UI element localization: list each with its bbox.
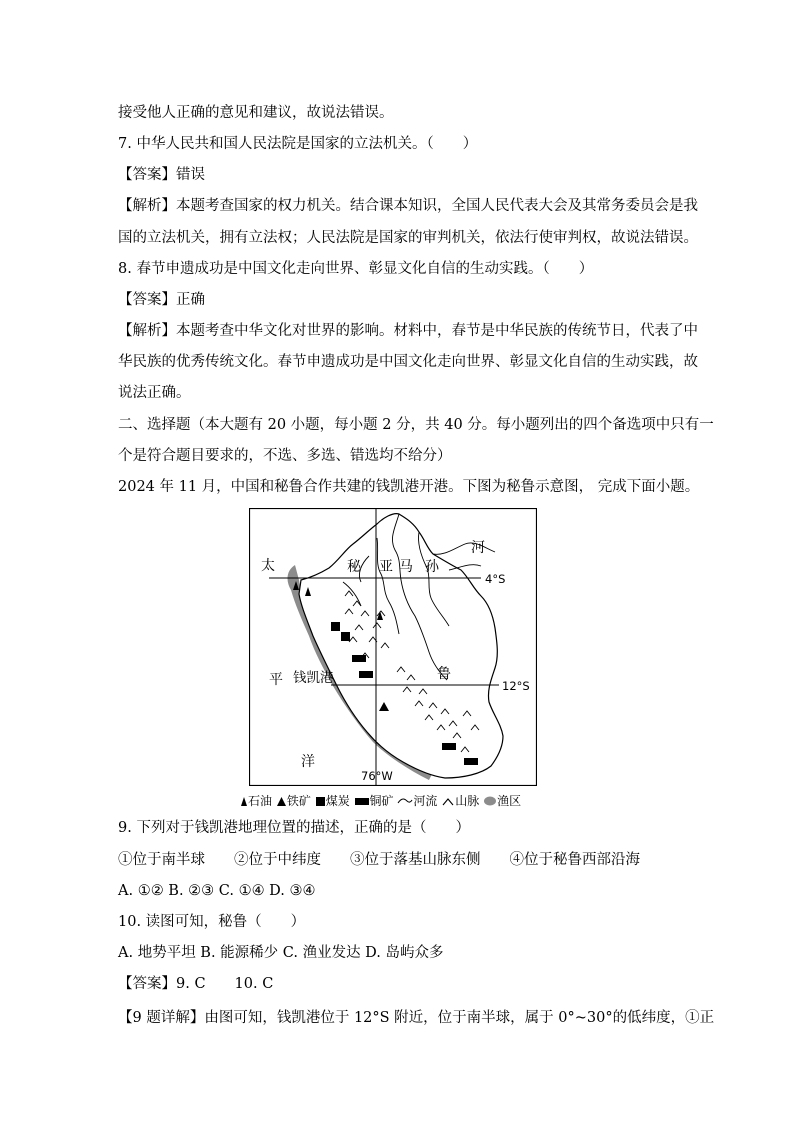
analysis-7-line1: 【解析】本题考查国家的权力机关。结合课本知识，全国人民代表大会及其常务委员会是我 xyxy=(118,198,698,214)
map-legend xyxy=(240,793,521,809)
answer-9-10: 【答案】9. C 10. C xyxy=(118,976,274,992)
river-icon xyxy=(397,796,413,806)
label-ping: 平 xyxy=(269,672,283,688)
label-he: 河 xyxy=(471,540,485,556)
label-ya: 亚 xyxy=(379,559,393,575)
legend-river: 河流 xyxy=(413,794,438,808)
legend-copper: 铜矿 xyxy=(369,794,394,808)
section-heading: 二、选择题（本大题有 20 小题，每小题 2 分，共 40 分。每小题列出的四个备选项中只有一 xyxy=(118,417,714,433)
question-10: 10. 读图可知，秘鲁（ ） xyxy=(118,914,306,930)
legend-oil: 石油 xyxy=(248,794,273,808)
peru-map xyxy=(249,508,537,786)
label-12s: 12°S xyxy=(502,679,530,693)
question-7: 7. 中华人民共和国人民法院是国家的立法机关。（ ） xyxy=(118,136,478,152)
detail-9: 【9 题详解】由图可知，钱凯港位于 12°S 附近，位于南半球，属于 0°~30°的低纬度，①正 xyxy=(118,1010,715,1026)
legend-coal: 煤炭 xyxy=(325,794,350,808)
label-sun: 孙 xyxy=(425,559,439,575)
question-8: 8. 春节申遗成功是中国文化走向世界、彰显文化自信的生动实践。（ ） xyxy=(118,261,594,277)
fishery-icon xyxy=(483,796,497,806)
label-mi: 秘 xyxy=(347,559,361,575)
question-10-choices: A. 地势平坦 B. 能源稀少 C. 渔业发达 D. 岛屿众多 xyxy=(118,945,444,961)
question-9-statements: ①位于南半球 ②位于中纬度 ③位于落基山脉东侧 ④位于秘鲁西部沿海 xyxy=(118,852,640,868)
analysis-8-line2: 华民族的优秀传统文化。春节申遗成功是中国文化走向世界、彰显文化自信的生动实践，故 xyxy=(118,354,698,370)
iron-icon xyxy=(276,796,287,806)
copper-icon xyxy=(354,797,370,805)
label-tai: 太 xyxy=(261,558,275,574)
text-line: 接受他人正确的意见和建议，故说法错误。 xyxy=(118,105,394,121)
analysis-8-line3: 说法正确。 xyxy=(118,385,191,401)
mountain-icon xyxy=(441,796,455,806)
label-lu: 鲁 xyxy=(437,666,451,682)
label-76w: 76°W xyxy=(361,769,393,783)
coal-icon xyxy=(315,796,326,806)
legend-fishery: 渔区 xyxy=(497,794,522,808)
oil-icon xyxy=(240,797,248,806)
question-9: 9. 下列对于钱凯港地理位置的描述，正确的是（ ） xyxy=(118,820,470,836)
answer-7: 【答案】错误 xyxy=(118,167,205,183)
section-heading-cont: 个是符合题目要求的，不选、多选、错选均不给分） xyxy=(118,448,452,464)
analysis-7-line2: 国的立法机关，拥有立法权；人民法院是国家的审判机关，依法行使审判权，故说法错误。 xyxy=(118,230,698,246)
answer-8: 【答案】正确 xyxy=(118,292,205,308)
legend-iron: 铁矿 xyxy=(286,794,311,808)
question-9-choices: A. ①② B. ②③ C. ①④ D. ③④ xyxy=(118,883,316,899)
material-intro: 2024 年 11 月，中国和秘鲁合作共建的钱凯港开港。下图为秘鲁示意图， 完成下面小题。 xyxy=(118,479,700,495)
label-yang: 洋 xyxy=(301,754,315,770)
label-qiankai-port: 钱凯港 xyxy=(293,670,334,686)
legend-mountain: 山脉 xyxy=(455,794,480,808)
analysis-8-line1: 【解析】本题考查中华文化对世界的影响。材料中，春节是中华民族的传统节日，代表了中 xyxy=(118,323,698,339)
label-ma: 马 xyxy=(399,559,413,575)
label-4s: 4°S xyxy=(485,572,506,586)
